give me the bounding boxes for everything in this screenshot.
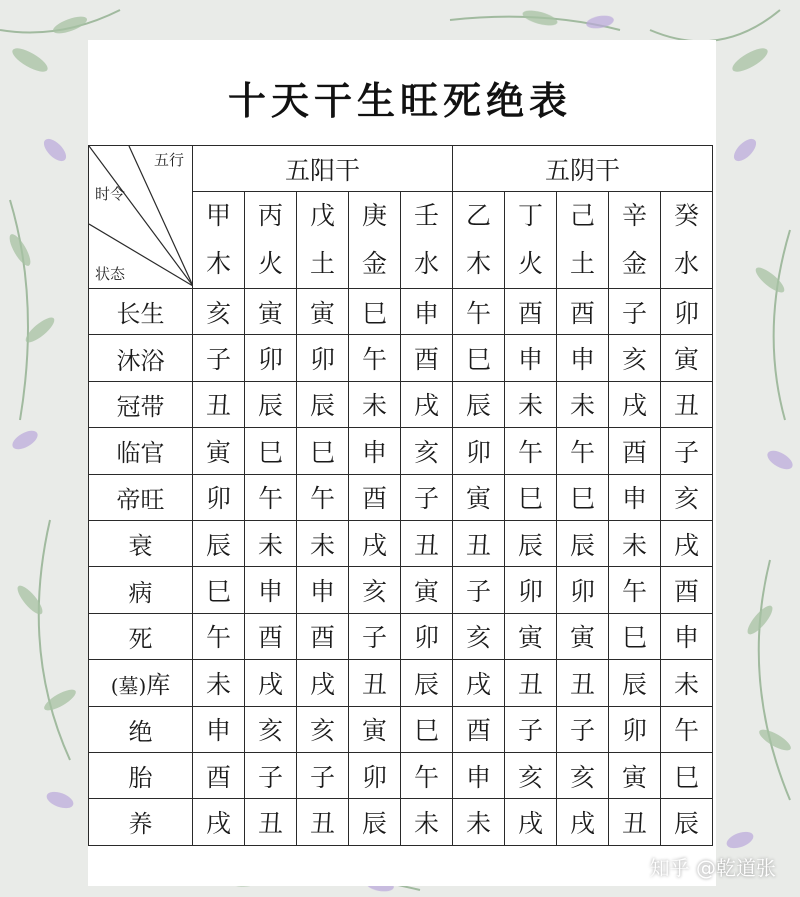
watermark: 知乎 @乾道张 [649,856,776,880]
table-cell: 辰 [401,660,453,706]
table-row [89,613,713,659]
table-cell: 辰 [609,660,661,706]
table-cell: 午 [401,752,453,798]
table-cell: 酉 [609,428,661,474]
table-cell: 寅 [609,752,661,798]
table-cell: 戌 [193,799,245,845]
row-label-text: 死 [128,624,153,653]
table-cell: 辰 [349,799,401,845]
table-cell: 丑 [557,660,609,706]
table-cell: 亥 [401,428,453,474]
table-cell: 申 [557,335,609,381]
stem-header-cell [245,192,297,289]
group-header-row [89,146,713,192]
table-cell: 午 [609,567,661,613]
table-cell: 巳 [401,706,453,752]
table-cell: 辰 [557,520,609,566]
table-cell: 未 [505,381,557,427]
row-label [89,799,193,845]
stem-name: 癸 [673,201,699,230]
table-row [89,799,713,845]
table-cell: 戌 [349,520,401,566]
table-cell: 丑 [297,799,349,845]
stem-element: 金 [361,249,387,278]
row-label [89,381,193,427]
table-cell: 未 [661,660,713,706]
table-cell: 丑 [349,660,401,706]
table-cell: 酉 [297,613,349,659]
stem-element: 火 [517,249,543,278]
table-cell: 亥 [609,335,661,381]
table-cell: 午 [453,289,505,335]
table-cell: 巳 [193,567,245,613]
table-cell: 戌 [297,660,349,706]
table-cell: 午 [557,428,609,474]
table-cell: 子 [557,706,609,752]
table-cell: 未 [401,799,453,845]
table-cell: 巳 [349,289,401,335]
row-label [89,428,193,474]
corner-cell [89,146,193,289]
stem-element: 水 [673,249,699,278]
stem-element: 木 [465,249,491,278]
table-cell: 戌 [609,381,661,427]
stem-header-cell [297,192,349,289]
table-cell: 巳 [505,474,557,520]
row-label-text: 养 [128,810,153,839]
table-cell: 子 [453,567,505,613]
corner-label-season: 时令 [95,185,126,203]
table-cell: 子 [661,428,713,474]
row-label [89,706,193,752]
table-cell: 申 [401,289,453,335]
stem-name: 戊 [309,201,335,230]
table-cell: 子 [193,335,245,381]
stem-name: 己 [569,201,595,230]
table-row [89,706,713,752]
table-cell: 卯 [557,567,609,613]
table-cell: 酉 [245,613,297,659]
stem-element: 水 [413,249,439,278]
stem-header-cell [609,192,661,289]
row-label-prefix: (墓) [110,674,147,699]
table-row [89,428,713,474]
table-cell: 卯 [297,335,349,381]
table-cell: 丑 [401,520,453,566]
table-cell: 子 [505,706,557,752]
table-cell: 亥 [245,706,297,752]
table-cell: 申 [453,752,505,798]
table-cell: 午 [245,474,297,520]
table-cell: 寅 [661,335,713,381]
table-cell: 寅 [505,613,557,659]
row-label-text: 沐浴 [116,346,165,375]
table-cell: 未 [245,520,297,566]
table-cell: 午 [193,613,245,659]
table-row [89,335,713,381]
stem-name: 丁 [517,201,543,230]
table-cell: 亥 [349,567,401,613]
stem-element: 土 [569,249,595,278]
table-cell: 亥 [505,752,557,798]
row-label-text: 冠带 [116,392,165,421]
row-label-text: 绝 [128,717,153,746]
stem-name: 乙 [465,201,491,230]
stem-element: 金 [621,249,647,278]
table-cell: 戌 [557,799,609,845]
table-cell: 卯 [193,474,245,520]
table-cell: 子 [609,289,661,335]
table-cell: 卯 [453,428,505,474]
stem-name: 壬 [413,201,439,230]
table-cell: 寅 [557,613,609,659]
table-cell: 午 [297,474,349,520]
row-label-text: 帝旺 [116,485,165,514]
table-cell: 酉 [505,289,557,335]
table-cell: 戌 [453,660,505,706]
table-cell: 戌 [401,381,453,427]
table-cell: 寅 [401,567,453,613]
stem-name: 庚 [361,201,387,230]
table-cell: 丑 [505,660,557,706]
stem-header-cell [557,192,609,289]
table-cell: 申 [505,335,557,381]
table-cell: 卯 [349,752,401,798]
table-cell: 午 [505,428,557,474]
row-label-text: 长生 [116,300,165,329]
table-cell: 亥 [557,752,609,798]
table-cell: 申 [349,428,401,474]
table-cell: 寅 [297,289,349,335]
row-label [89,567,193,613]
table-row [89,660,713,706]
table-row [89,381,713,427]
table-cell: 未 [557,381,609,427]
table-cell: 亥 [453,613,505,659]
table-cell: 戌 [661,520,713,566]
table-cell: 未 [453,799,505,845]
row-label [89,613,193,659]
stem-header-cell [401,192,453,289]
group-yin-header: 五阴干 [453,146,713,192]
stem-status-table [88,145,713,846]
table-cell: 酉 [193,752,245,798]
row-label [89,335,193,381]
table-cell: 子 [349,613,401,659]
table-cell: 子 [401,474,453,520]
table-cell: 申 [661,613,713,659]
row-label-text: 衰 [128,532,153,561]
table-cell: 酉 [349,474,401,520]
table-cell: 子 [297,752,349,798]
table-cell: 巳 [245,428,297,474]
row-label-text: 临官 [116,439,165,468]
table-cell: 戌 [245,660,297,706]
table-cell: 酉 [401,335,453,381]
group-yang-header: 五阳干 [193,146,453,192]
stem-name: 丙 [257,201,283,230]
table-cell: 未 [609,520,661,566]
table-cell: 申 [193,706,245,752]
table-cell: 戌 [505,799,557,845]
table-cell: 丑 [245,799,297,845]
table-cell: 辰 [193,520,245,566]
table-cell: 子 [245,752,297,798]
table-cell: 卯 [505,567,557,613]
row-label-text: 病 [128,578,153,607]
table-row [89,289,713,335]
table-cell: 卯 [609,706,661,752]
table-cell: 酉 [557,289,609,335]
table-cell: 巳 [557,474,609,520]
row-label [89,752,193,798]
stem-name: 辛 [621,201,647,230]
corner-label-status: 状态 [95,265,126,283]
table-cell: 未 [193,660,245,706]
table-row [89,474,713,520]
table-cell: 巳 [609,613,661,659]
table-cell: 辰 [245,381,297,427]
table-cell: 申 [297,567,349,613]
table-cell: 巳 [297,428,349,474]
table-cell: 申 [609,474,661,520]
table-cell: 卯 [661,289,713,335]
table-cell: 卯 [245,335,297,381]
table-cell: 丑 [193,381,245,427]
table-cell: 丑 [661,381,713,427]
stem-header-cell [349,192,401,289]
page-title: 十天干生旺死绝表 [227,79,572,123]
stem-element: 木 [205,249,231,278]
stem-name: 甲 [205,201,231,230]
table-cell: 卯 [401,613,453,659]
table-cell: 辰 [453,381,505,427]
table-cell: 巳 [453,335,505,381]
stem-header-cell [505,192,557,289]
table-cell: 亥 [297,706,349,752]
table-cell: 辰 [505,520,557,566]
table-cell: 丑 [453,520,505,566]
stem-header-cell [661,192,713,289]
table-cell: 申 [245,567,297,613]
row-label [89,289,193,335]
table-row [89,752,713,798]
table-cell: 未 [349,381,401,427]
table-cell: 未 [297,520,349,566]
table-cell: 午 [661,706,713,752]
row-label [89,520,193,566]
stem-header-cell [193,192,245,289]
table-cell: 亥 [661,474,713,520]
table-row [89,567,713,613]
stem-element: 土 [309,249,335,278]
row-label [89,474,193,520]
table-cell: 巳 [661,752,713,798]
corner-label-element: 五行 [153,151,184,169]
stem-element: 火 [257,249,283,278]
table-cell: 寅 [349,706,401,752]
row-label-text: 胎 [128,764,153,793]
table-cell: 亥 [193,289,245,335]
table-cell: 寅 [453,474,505,520]
table-row [89,520,713,566]
table-cell: 酉 [453,706,505,752]
row-label-text: 库 [146,671,171,700]
stem-header-cell [453,192,505,289]
table-cell: 辰 [661,799,713,845]
table-cell: 寅 [245,289,297,335]
table-cell: 酉 [661,567,713,613]
table-cell: 丑 [609,799,661,845]
row-label [89,660,193,706]
table-cell: 寅 [193,428,245,474]
table-cell: 辰 [297,381,349,427]
table-cell: 午 [349,335,401,381]
